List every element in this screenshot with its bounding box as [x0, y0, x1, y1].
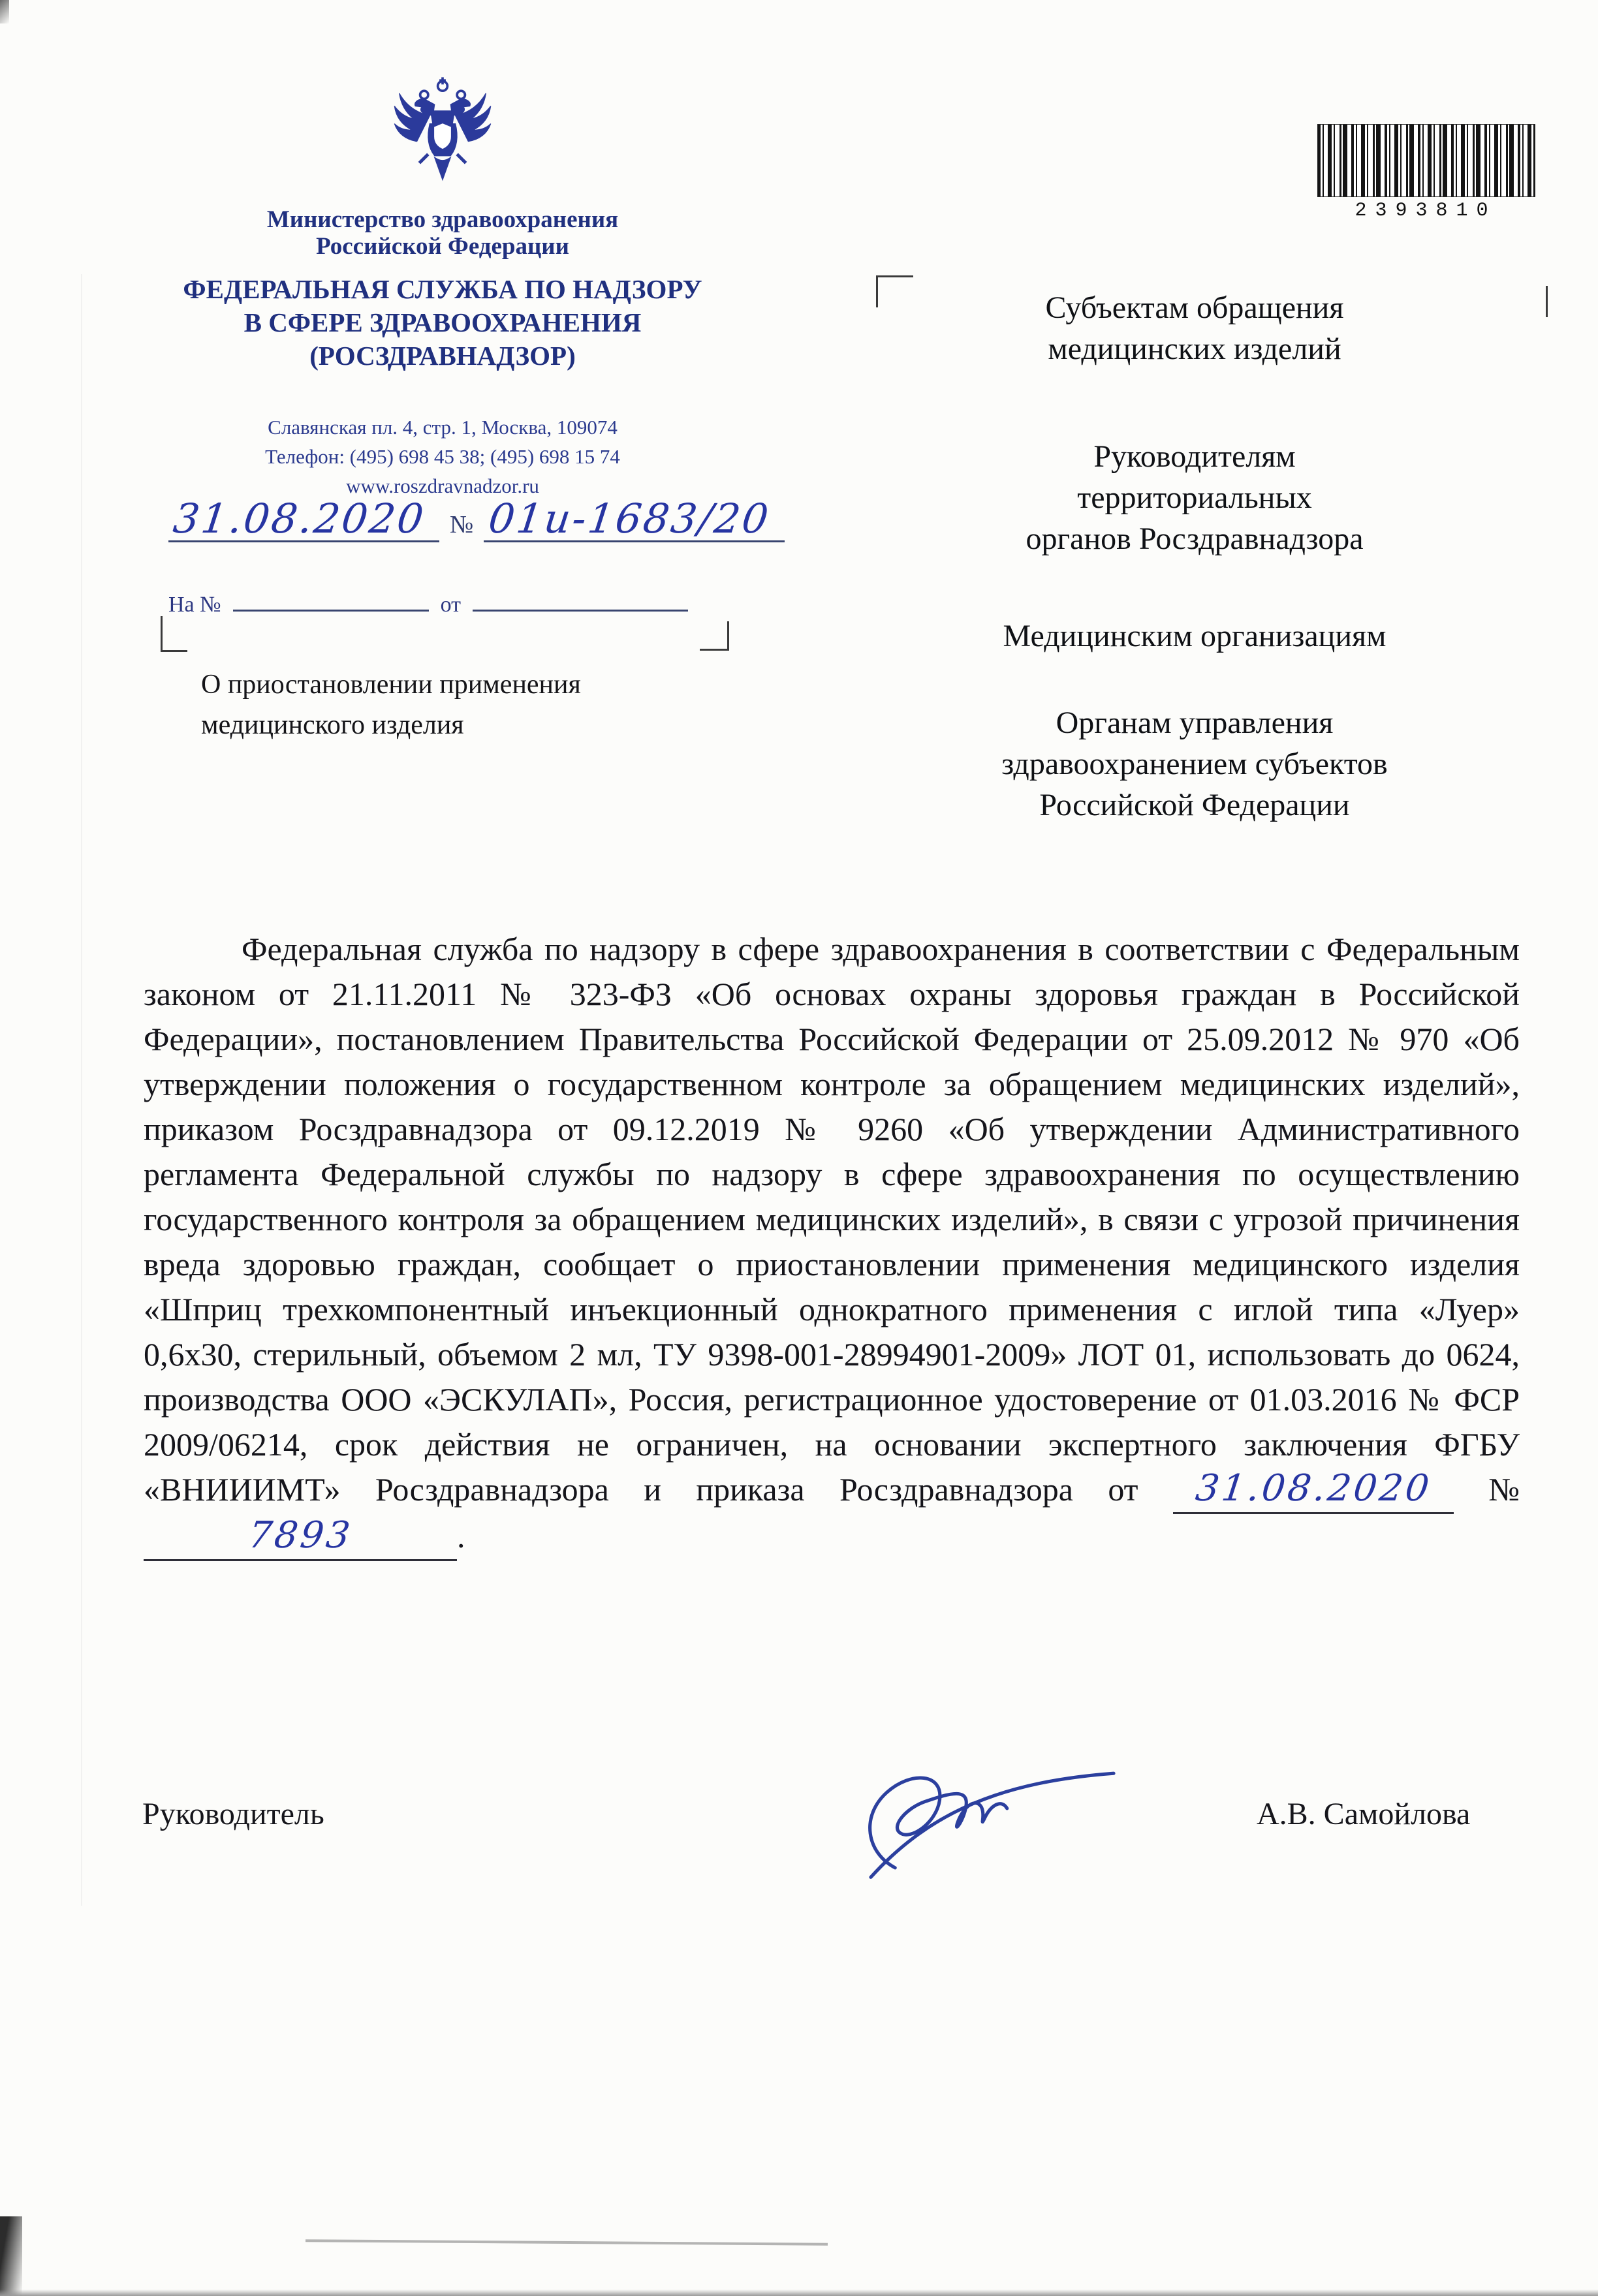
barcode-number: 2393810: [1355, 200, 1497, 222]
addressee-line: Медицинским организациям: [1003, 619, 1386, 653]
service-name: [168, 273, 717, 373]
addressee-line: Субъектам обращения: [1045, 290, 1344, 325]
addressee-line: Российской Федерации: [1039, 788, 1350, 822]
address-line: Славянская пл. 4, стр. 1, Москва, 109074: [268, 416, 618, 439]
addressee-line: Руководителям: [1093, 439, 1296, 474]
subject-zone-corner-mark-right: [700, 621, 729, 651]
addressee-block-1: [901, 287, 1488, 369]
handwritten-outgoing-date: 31.08.2020: [170, 495, 428, 542]
service-line-1: ФЕДЕРАЛЬНАЯ СЛУЖБА ПО НАДЗОРУ: [183, 274, 702, 304]
subject-line-2: медицинского изделия: [201, 710, 464, 740]
order-number-sign: №: [1488, 1471, 1520, 1508]
addressee-block-2: [901, 436, 1488, 559]
scan-artifact: [306, 2239, 828, 2246]
addressee-line: здравоохранением субъектов: [1001, 747, 1388, 781]
subject-block: [201, 664, 697, 745]
coat-of-arms-icon: [386, 70, 499, 201]
outgoing-reference-row: [168, 497, 785, 542]
incoming-prefix: На №: [168, 593, 221, 617]
website-text: www.roszdravnadzor.ru: [346, 474, 539, 497]
outgoing-number-blank: [484, 497, 784, 542]
order-number-blank: [144, 1514, 457, 1561]
service-line-2: В СФЕРЕ ЗДРАВООХРАНЕНИЯ: [243, 307, 642, 337]
subject-line-1: О приостановлении применения: [201, 670, 581, 700]
handwritten-signature-icon: [829, 1709, 1155, 1911]
ministry-line-1: Министерство здравоохранения: [266, 206, 619, 233]
ministry-line-2: Российской Федерации: [316, 233, 569, 260]
scan-artifact: [0, 2289, 1598, 2296]
addressee-block-4: [901, 702, 1488, 826]
addressee-line: медицинских изделий: [1048, 332, 1341, 366]
handwritten-outgoing-number: 01и-1683/20: [486, 495, 774, 542]
ministry-name: [196, 206, 689, 260]
contact-block: [201, 412, 684, 501]
incoming-reference-row: [168, 586, 700, 617]
registration-barcode: [1317, 124, 1534, 222]
sentence-period: .: [457, 1518, 465, 1555]
addressee-zone-edge-mark: [1546, 286, 1548, 317]
double-headed-eagle-emblem: [386, 70, 499, 201]
phone-line: Телефон: (495) 698 45 38; (495) 698 15 74: [265, 445, 620, 468]
signer-name: А.В. Самойлова: [1257, 1797, 1471, 1831]
incoming-number-blank: [233, 586, 429, 612]
addressee-line: Органам управления: [1056, 706, 1334, 740]
outgoing-date-blank: [168, 497, 439, 542]
scan-artifact: [81, 274, 82, 1906]
scan-artifact: [0, 2216, 22, 2296]
incoming-from-label: от: [440, 593, 462, 617]
service-line-3: (РОСЗДРАВНАДЗОР): [309, 341, 576, 371]
signature-stroke: [829, 1709, 1155, 1911]
handwritten-order-number: 7893: [245, 1514, 355, 1557]
scan-artifact: [0, 0, 9, 23]
body-paragraph: [144, 927, 1520, 1561]
handwritten-order-date: 31.08.2020: [1193, 1467, 1434, 1510]
subject-zone-corner-mark-left: [161, 616, 187, 652]
addressee-line: территориальных: [1077, 480, 1312, 515]
order-date-blank: [1173, 1467, 1454, 1514]
body-main-text: Федеральная служба по надзору в сфере здравоохранения в соответствии с Федеральным законом от 21.11.2011 № 323-ФЗ «Об основах охраны здоровья граждан в Российской Федерации», постановлением Правительства Российской Федерации от 25.09.2012 № 970 «Об утверждении положения о государственном контроле за обращением медицинских изделий», приказом Росздравнадзора от 09.12.2019 № 9260 «Об утверждении Административного регламента Федеральной службы по надзору в сфере здравоохранения по осуществлению государственного контроля за обращением медицинских изделий», в связи с угрозой причинения вреда здоровью граждан, сообщает о приостановлении применения медицинского изделия «Шприц трехкомпонентный инъекционный однократного применения с иглой типа «Луер» 0,6х30, стерильный, объемом 2 мл, ТУ 9398-001-28994901-2009» ЛОТ 01, использовать до 0624, производства ООО «ЭСКУЛАП», Россия, регистрационное удостоверение от 01.03.2016 № ФСР 2009/06214, срок действия не ограничен, на основании экспертного заключения ФГБУ «ВНИИИМТ» Росздравнадзора и приказа Росздравнадзора от: [144, 931, 1520, 1508]
incoming-date-blank: [473, 586, 688, 612]
addressee-block-3: [901, 615, 1488, 657]
addressee-line: органов Росздравнадзора: [1026, 521, 1364, 556]
number-sign: №: [450, 511, 474, 538]
signer-position: Руководитель: [142, 1797, 324, 1831]
barcode-stripes: [1317, 124, 1535, 197]
